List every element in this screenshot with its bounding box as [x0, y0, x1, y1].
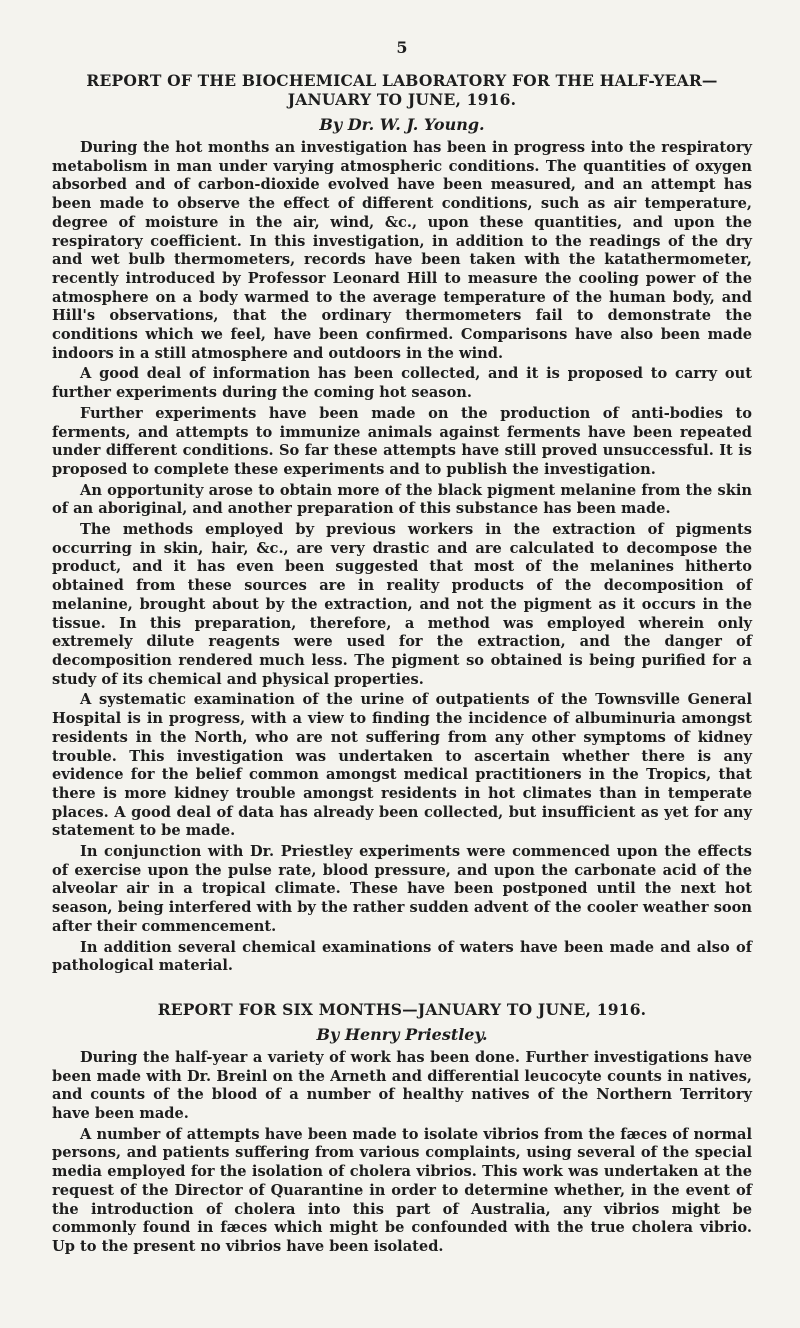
report1-paragraph-8: In addition several chemical examinations of waters have been made and also of pathological material. [52, 938, 752, 975]
report1-paragraph-3: Further experiments have been made on the production of anti-bodies to ferments, and attempts to immunize animals against ferments have been repeated under different conditions. So far these attempts have still proved unsuccessful. It is proposed to complete these experiments and to publish the investigation. [52, 404, 752, 478]
biochemical-report-section [52, 71, 752, 976]
report1-paragraph-4: An opportunity arose to obtain more of the black pigment melanine from the skin of an aboriginal, and another preparation of this substance has been made. [52, 481, 752, 518]
document-page [52, 38, 752, 1259]
report2-heading: REPORT FOR SIX MONTHS—JANUARY TO JUNE, 1916. [157, 999, 647, 1019]
report1-paragraph-6: A systematic examination of the urine of outpatients of the Townsville General Hospital is in progress, with a view to finding the incidence of albuminuria amongst residents in the North, who are not suffering from any other symptoms of kidney trouble. This investigation was undertaken to ascertain whether there is any evidence for the belief common amongst medical practitioners in the Tropics, that there is more kidney trouble amongst residents in hot climates than in temperate places. A good deal of data has already been collected, but insufficient as yet for any statement to be made. [52, 691, 752, 840]
report1-heading-line1: REPORT OF THE BIOCHEMICAL LABORATORY FOR THE HALF-YEAR— [86, 71, 718, 90]
report2-paragraph-1: During the half-year a variety of work has been done. Further investigations have been made with Dr. Breinl on the Arneth and differential leucocyte counts in natives, and counts of the blood of a number of healthy natives of the Northern Territory have been made. [52, 1048, 752, 1123]
page-number: 5 [396, 38, 408, 57]
six-months-report-section [52, 1000, 752, 1257]
report1-paragraph-7: In conjunction with Dr. Priestley experiments were commenced upon the effects of exercise upon the pulse rate, blood pressure, and upon the carbonate acid of the alveolar air in a tropical climate. These have been postponed until the next hot season, being interfered with by the rather sudden advent of the cooler weather soon after their commencement. [52, 843, 752, 935]
report1-author: By Dr. W. J. Young. [319, 115, 485, 134]
report1-heading-line2: JANUARY TO JUNE, 1916. [287, 90, 517, 109]
report1-paragraph-5: The methods employed by previous workers in the extraction of pigments occurring in skin, hair, &c., are very drastic and are calculated to decompose the product, and it has even been suggested that most of the melanines hitherto obtained from these sources are in reality products of the decomposition of melanine, brought about by the extraction, and not the pigment as it occurs in the tissue. In this preparation, therefore, a method was employed wherein only extremely dilute reagents were used for the extraction, and the danger of decomposition rendered much less. The pigment so obtained is being purified for a study of its chemical and physical properties. [52, 521, 752, 688]
report2-paragraph-2: A number of attempts have been made to isolate vibrios from the fæces of normal persons, and patients suffering from various complaints, using several of the special media employed for the isolation of cholera vibrios. This work was undertaken at the request of the Director of Quarantine in order to determine whether, in the event of the introduction of cholera into this part of Australia, any vibrios might be commonly found in fæces which might be confounded with the true cholera vibrio. Up to the present no vibrios have been isolated. [52, 1125, 752, 1255]
report2-author: By Henry Priestley. [316, 1024, 488, 1044]
report1-paragraph-1: During the hot months an investigation has been in progress into the respiratory metabolism in man under varying atmospheric conditions. The quantities of oxygen absorbed and of carbon-dioxide evolved have been measured, and an attempt has been made to observe the effect of different conditions, such as air temperature, degree of moisture in the air, wind, &c., upon these quantities, and upon the respiratory coefficient. In this investigation, in addition to the readings of the dry and wet bulb thermometers, records have been taken with the katathermometer, recently introduced by Professor Leonard Hill to measure the cooling power of the atmosphere on a body warmed to the average temperature of the human body, and Hill's observations, that the ordinary thermometers fail to demonstrate the conditions which we feel, have been confirmed. Comparisons have also been made indoors in a still atmosphere and outdoors in the wind. [52, 139, 752, 362]
section-gap [52, 978, 752, 1000]
report1-paragraph-2: A good deal of information has been collected, and it is proposed to carry out further experiments during the coming hot season. [52, 365, 752, 402]
